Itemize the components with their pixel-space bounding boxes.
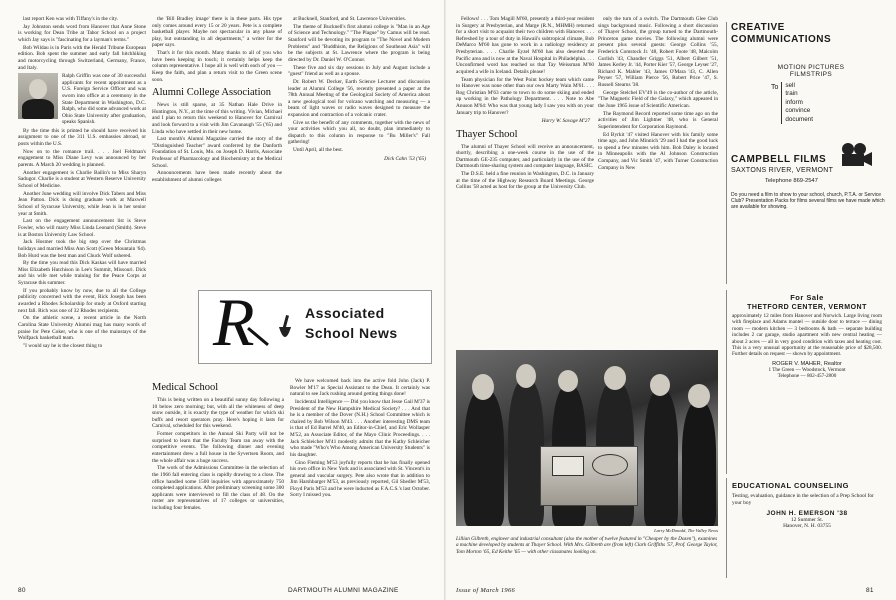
left-column-1 [18,16,146,588]
issue-date: Issue of March 1966 [456,587,516,594]
paragraph: Jay Johnston sends word from Hanover that Anne Stone is working for Dean Tribe at Tabor School on a project which Jay says is "fascinating for a layman's terms." [18,23,146,43]
paragraph: Ralph Griffin was one of 30 successful applicants for recent appointment as a U.S. Foreign Service Officer and was sworn into office at a ceremony in the State Department in Washington, D.C. Ralph, who did some advanced work at Ohio State University after graduation, speaks Spanish. [62,73,146,126]
for-sale-place: THETFORD CENTER, VERMONT [747,304,867,311]
signature: Dick Cahn '53 ('65) [384,155,426,162]
for-sale-phone: Telephone — 802-457-2800 [777,372,837,379]
creative-title-1: CREATIVE [731,22,785,33]
left-column-2 [152,16,282,284]
alumni-college-heading: Alumni College Association [152,87,271,99]
thayer-photo [456,350,718,526]
for-sale-address: 1 The Green — Woodstock, Vermont [768,366,846,373]
machine-apparatus [540,446,638,506]
paragraph: Team physician for the West Point hockey team which came to Hanover was none other than our own Marty Wain M'61. . . . Rog Christian M'63 came to town to do some skiing and ended up working in the Pathology Department. . . . Note to Abe Anuson M'64: Who was that young lady I saw you with on your January trip to Hanover? [456,76,594,116]
paragraph: "I would say he is the closest thing to [23,342,103,349]
creative-communications-ad [726,22,891,284]
paragraph: Gino Fleming M'53 joyfully reports that he has finally opened his own office in New York and is associated with St. Vincent's in general and vascular surgery. Pete also wrote that in addition to Jim Harshbarger M'53, as previously reported, Gil Shedler M'53, Floyd Paris M'53 and he were inducted as F.A.C.S.'s last October. Sorry I missed you. [290,459,430,499]
paragraph: Former competitors in the Annual Ski Party will not be surprised to learn that the Faculty Team ran away with the competitive events. The following dinner and evening entertainment drew a full house in the Syvertsen Room, and the whole affair was a huge success. [152,431,284,464]
paragraph: Jack Hosmer took the big step over the Christmas holidays and married Miss Ann Scott (Green Mountain '64). Bob Hurd was the best man and Chuck Wolf ushered. [18,239,146,259]
paragraph: the 'Bill Bradley image' there is in these parts. His type only comes around every 15 or 20 years. Pete is a complete basketball player. Maybe not spectacular in any phase of play, but outstanding in all departments," a writer for the paper says. [152,16,282,49]
verb-document: document [785,115,814,123]
verb-convince: convince [785,107,811,115]
for-sale-ad [726,290,887,474]
paragraph: Another June wedding will involve Dick Tabers and Miss Jean Patton. Dick is doing graduate work at Maxwell School of Syracuse University, while Jean is in her senior year at Smith. [18,190,146,217]
educational-heading: EDUCATIONAL COUNSELING [732,481,849,490]
page-number-left: 80 [18,587,26,594]
banner-line-2: School News [305,325,398,341]
paragraph: The Raymond Record reported some time ago on the activities of Jim Lightner '48, who is General Superintendent for Corporation Raymond. [598,110,718,130]
paragraph: George Stelchel EV'49 is the co-author of the article, "The Magnetic Field of the Galaxy," which appeared in the June 1965 issue of Scientific American. [598,89,718,109]
paragraph: Incidental Intelligence — Did you know that Jesse Gail M'37 is President of the New Hampshire Medical Society? . . . And that he is a member of the Dover (N.H.) School Committee which is chaired by Bob Wilson M'43. . . . Another interesting DMS team is that of Ed Barrel M'40, an Editor-in-Chief, and Eric Wollasper M'52, an Associate Editor, of the Mayo Clinic Proceedings. . . . Jack Schleicher M'41 modestly admits that the Kathy Schleicher who made "Who's Who Among American University Students" is his daughter. [290,398,430,458]
educational-text: Testing, evaluation, guidance in the selection of a Prep School for your boy [732,493,874,506]
campbell-films-name: CAMPBELL FILMS [731,154,827,166]
paragraph: Fellows! . . . Tom Magill M'60, presently a third-year resident in Surgery at Presbyterian, and Marge (R.N., MHMH) returned for a short visit to acquaint their two children with Hanover. . . . Refreshed by a tour of duty in Hawaii's subtropical climate, Bob DeMarco M'60 has gone to work in a radiology residency at Presbyterian. . . . Charlie Eyzel M'60 has also deserted the Pacific area and is now at the Naval Hospital in Philadelphia. . . . Unconfirmed word has reached us that Tay Weissman M'60 acquired a wife in Iceland. Details please! [456,16,594,75]
for-sale-heading: For Sale [790,293,824,302]
paragraph: at Bucknell, Stanford, and St. Lawrence Universities. [293,16,406,22]
right-column-1 [456,16,594,351]
signature: Harry W. Savage M'27 [541,118,590,125]
educational-name: JOHN H. EMERSON '38 [766,510,848,518]
rx-symbol: R [213,290,255,360]
paragraph: If you probably know by now, due to all the College publicity concerned with the event, Rick Joseph has been awarded a Rhodes Scholarship for study at Oxford starting next fall. Rich was one of 32 Rhodes recipients. [18,287,146,314]
educational-counseling-ad [726,478,887,578]
for-sale-text: approximately 12 miles from Hanover and Norwich. Large living room with fireplace and Adams mantel — outside door to terrace — dining room — modern kitchen — 3 bedrooms & bath — separate building includes 2 car garage, studio apartment with new central heating — about 2 acres — all in very good condition with taxes and heating cost. This is a very unusual opportunity at the reasonable price of $28,500. Further details on request — shown by appointment. [732,313,882,358]
paragraph: Give us the benefit of any comments, together with the news of your activities which you all, no doubt, plan immediately to dispatch to this column in response to "Bu Miller's" Fall gathering! [288,119,430,146]
left-column-3 [288,16,430,284]
paragraph: Another engagement is Charlie Bailin's to Miss Sharyn Sadugor. Charlie is a student at Western Reserve University School of Medicine. [18,169,146,189]
paragraph: Announcements have been made recently about the establishment of alumni colleges [152,170,282,184]
paragraph: Last month's Alumni Magazine carried the story of the "Distinguished Teacher" award conferred by the Danforth Foundation of St. Louis, Mo. on Joseph D. Harris, Associate Professor of Pharmacology and Biochemistry at the Medical School. [152,136,282,169]
left-page [0,0,446,600]
thayer-school-heading: Thayer School [456,128,518,140]
magazine-name: DARTMOUTH ALUMNI MAGAZINE [288,587,399,594]
paragraph: We have welcomed back into the active fold John (Jack) P. Bowler M'17 as Special Assistant to the Dean. It certainly was natural to see Jack rushing around getting things done! [290,378,430,398]
educational-address: 12 Summer St. [790,517,824,524]
movie-camera-icon [839,142,873,173]
medical-school-section [152,378,284,578]
paragraph: Ed Byrkit '47 visited Hanover with his family some time ago, and John Minnich '29 and I had the good luck to spend a few minutes with him. Bob Daley is located in Minneapolis with the Al Johnson Construction Company, and Vic Smith '47, with Turner Construction Company in New [598,131,718,171]
campbell-phone: Telephone 869-2547 [765,178,818,185]
paragraph: Last on the engagement announcement list is Steve Fowler, who will marry Miss Linda Leonard (Smith). Steve is at Boston University Law School. [18,218,146,238]
paragraph: last report Ken was with Tiffany's in the city. [23,16,119,22]
paragraph: The theme of Bucknell's first alumni college is "Man in an Age of Science and Technology." "The Plague" by Camus will be read. Stanford will be devoting its program to "The Novel and Modern Problems" and "Buddhism, the Religions of Southeast Asia" will be the subjects at St. Lawrence where the program is being directed by Dr. Daniel W. O'Connor. [288,23,430,63]
to-word: To [771,84,779,91]
creative-title-2: COMMUNICATIONS [731,34,832,45]
pestle-icon [277,313,293,349]
verb-train: train [785,90,798,98]
right-page [446,0,896,600]
associated-school-news-banner [198,290,432,364]
right-column-2 [598,16,718,351]
paragraph: Dr. Robert W. Decker, Earth Science Lecturer and discussion leader at Alumni College '56, recently presented a paper at the 78th Annual Meeting of the Geological Society of America about a new geological tool for volcano watching and measuring — a beam of light waves or radio waves designed to measure the expansion and contraction of a volcanic crater. [288,78,430,118]
paragraph: This is being written on a beautiful sunny day following a 10 below zero morning; but, with all the whiteness of deep snow outside, it is exactly the type of weather for which ski buffs and resort operators pray. Here's hoping it lasts for Carnival, scheduled for this weekend. [152,397,284,430]
paragraph: Bob Wildau is in Paris with the Herald Tribune European edition. Bob spent the summer and early fall hitchhiking and motorcycling through Switzerland, Germany, France, and Italy. [18,44,146,71]
paragraph: These five and six day sessions in July and August include a "guest" friend as well as a spouse. [288,64,430,78]
banner-line-1: Associated [305,305,385,321]
paragraph: only the turn of a switch. The Dartmouth Glee Club sings background music. Following a short discussion of Thayer School, the group turned to the Dartmouth-Princeton game movies. The following alumni were present plus several guests: George Collins '55, Frederick Comstock Jr. '48, Robert Foote '48, Malcolm Gurlish '43, Chandler Griggs '51, Albert Gilbert '51, James Kerley Jr. '44, Porter Kier '57, George Leyser '27, Richard K. Mahler '43, James O'Mara '43, C. Allen Peyser '57, William Pierce '56, Robert Price '47, S. Russell Stearns '38. [598,16,718,88]
paragraph: The alumni of Thayer School will receive an announcement, shortly, describing a one-week course in the use of the Dartmouth GE-235 computer, and particularly in the use of the Dartmouth time-sharing system and computer language, BASIC. [456,143,594,170]
verb-sell: sell [785,82,795,89]
creative-subtitle-1: MOTION PICTURES [777,64,845,71]
verb-inform: inform [785,98,803,106]
medical-school-section-cont [290,378,430,578]
paragraph: By the time you read this Dick Kaskas will have married Miss Elizabeth Hutchison in Lee's Summit, Missouri. Dick and his wife met while training for the Peace Corps at Syracuse this summer. [18,260,146,287]
educational-city: Hanover, N. H. 03755 [783,523,831,530]
paragraph: Until April, all the best. [293,147,344,154]
for-sale-agent: ROGER V. MAHER, Realtor [772,360,842,367]
paragraph: The work of the Admissions Committee in the selection of the 1966 fall entering class is rapidly drawing to a close. The office handled some 1500 inquiries with approximately 750 completed applications. After preliminary screening some 300 applicants were interviewed to fill the class of 48. On the roster are representatives of 17 colleges or universities, including four females. [152,465,284,511]
paragraph: Now on to the romance trail. . . . Joel Feldman's engagement to Miss Diane Levy was announced by her parents. A March 20 wedding is planned. [18,148,146,169]
campbell-location: SAXTONS RIVER, VERMONT [731,167,834,175]
photo-caption: Lillian Gilbreth, engineer and industrial consultant (also the mother of twelve featured in "Cheaper by the Dozen"), examines a machine developed by students at Thayer School. With Mrs. Gilbreth are (from left) Clark Griffiths '57, Prof. George Taylor, Tom Morton '65, Ed Keithe '65 — with other classmates looking on. [456,536,718,555]
paragraph: By the time this is printed he should have received his assignment to one of the 311 U.S. embassies abroad, or posts within the U.S. [18,127,146,148]
creative-subtitle-2: FILMSTRIPS [789,71,833,78]
portrait-photo [18,73,58,119]
medical-school-heading: Medical School [152,382,219,393]
page-number-right: 81 [866,587,874,594]
paragraph: On the athletic scene, a recent article in the North Carolina State University Alumni mag has many words of praise for Pete Coker, who is one of the mainstays of the Wolfpack basketball team. [18,315,146,342]
paragraph: News is still sparse, at 35 Nathan Hale Drive in Huntington, N.Y., at the time of this writing. Vivian, Michael and I plan to return this weekend to Hanover for Carnival and look forward to a visit with Jim Cavanaugh '55 ('65) and Linda who have settled in their new home. [152,102,282,135]
paragraph: The D.S.E. held a fine reunion in Washington, D.C. in January at the time of the Highway Research Board Meetings. George Collins '58 acted as host for the group at the University Club. [456,171,594,191]
photo-credit: Larry McDonald, The Valley News [654,528,718,533]
paragraph: That's it for this month. Many thanks to all of you who have been keeping in touch; it certainly helps keep the column representative. I hope all is well with each of you — Keep the faith, and plan a return visit to the Green scene soon. [152,50,282,83]
campbell-blurb: Do you need a film to show to your school, church, P.T.A. or Service Club? Presentation Packs for films several films we have made which are available for showing. [731,192,885,211]
